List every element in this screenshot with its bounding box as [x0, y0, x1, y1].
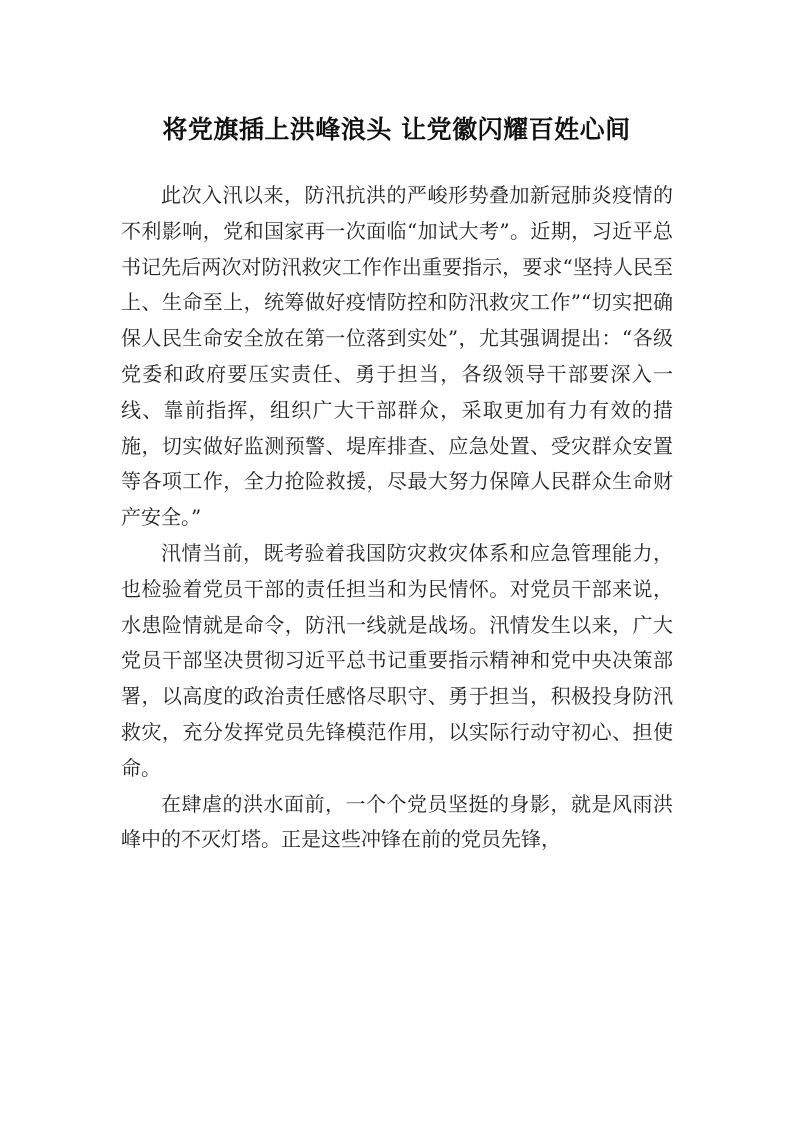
paragraph-2: 汛情当前，既考验着我国防灾救灾体系和应急管理能力，也检验着党员干部的责任担当和为民情怀。对党员干部来说，水患险情就是命令，防汛一线就是战场。汛情发生以来，广大党员干部坚决贯彻习近平总书记重要指示精神和党中央决策部署，以高度的政治责任感恪尽职守、勇于担当，积极投身防汛救灾，充分发挥党员先锋模范作用，以实际行动守初心、担使命。: [121, 540, 673, 780]
document-title: 将党旗插上洪峰浪头 让党徽闪耀百姓心间: [162, 115, 631, 144]
document-body: [121, 178, 673, 858]
paragraph-3: 在肆虐的洪水面前，一个个党员坚挺的身影，就是风雨洪峰中的不灭灯塔。正是这些冲锋在前的党员先锋，: [121, 791, 673, 852]
paragraph-1: 此次入汛以来，防汛抗洪的严峻形势叠加新冠肺炎疫情的不利影响，党和国家再一次面临“加试大考”。近期，习近平总书记先后两次对防汛救灾工作作出重要指示，要求“坚持人民至上、生命至上，统筹做好疫情防控和防汛救灾工作”“切实把确保人民生命安全放在第一位落到实处”，尤其强调提出：“各级党委和政府要压实责任、勇于担当，各级领导干部要深入一线、靠前指挥，组织广大干部群众，采取更加有力有效的措施，切实做好监测预警、堤库排查、应急处置、受灾群众安置等各项工作，全力抢险救援，尽最大努力保障人民群众生命财产安全。”: [121, 183, 673, 530]
